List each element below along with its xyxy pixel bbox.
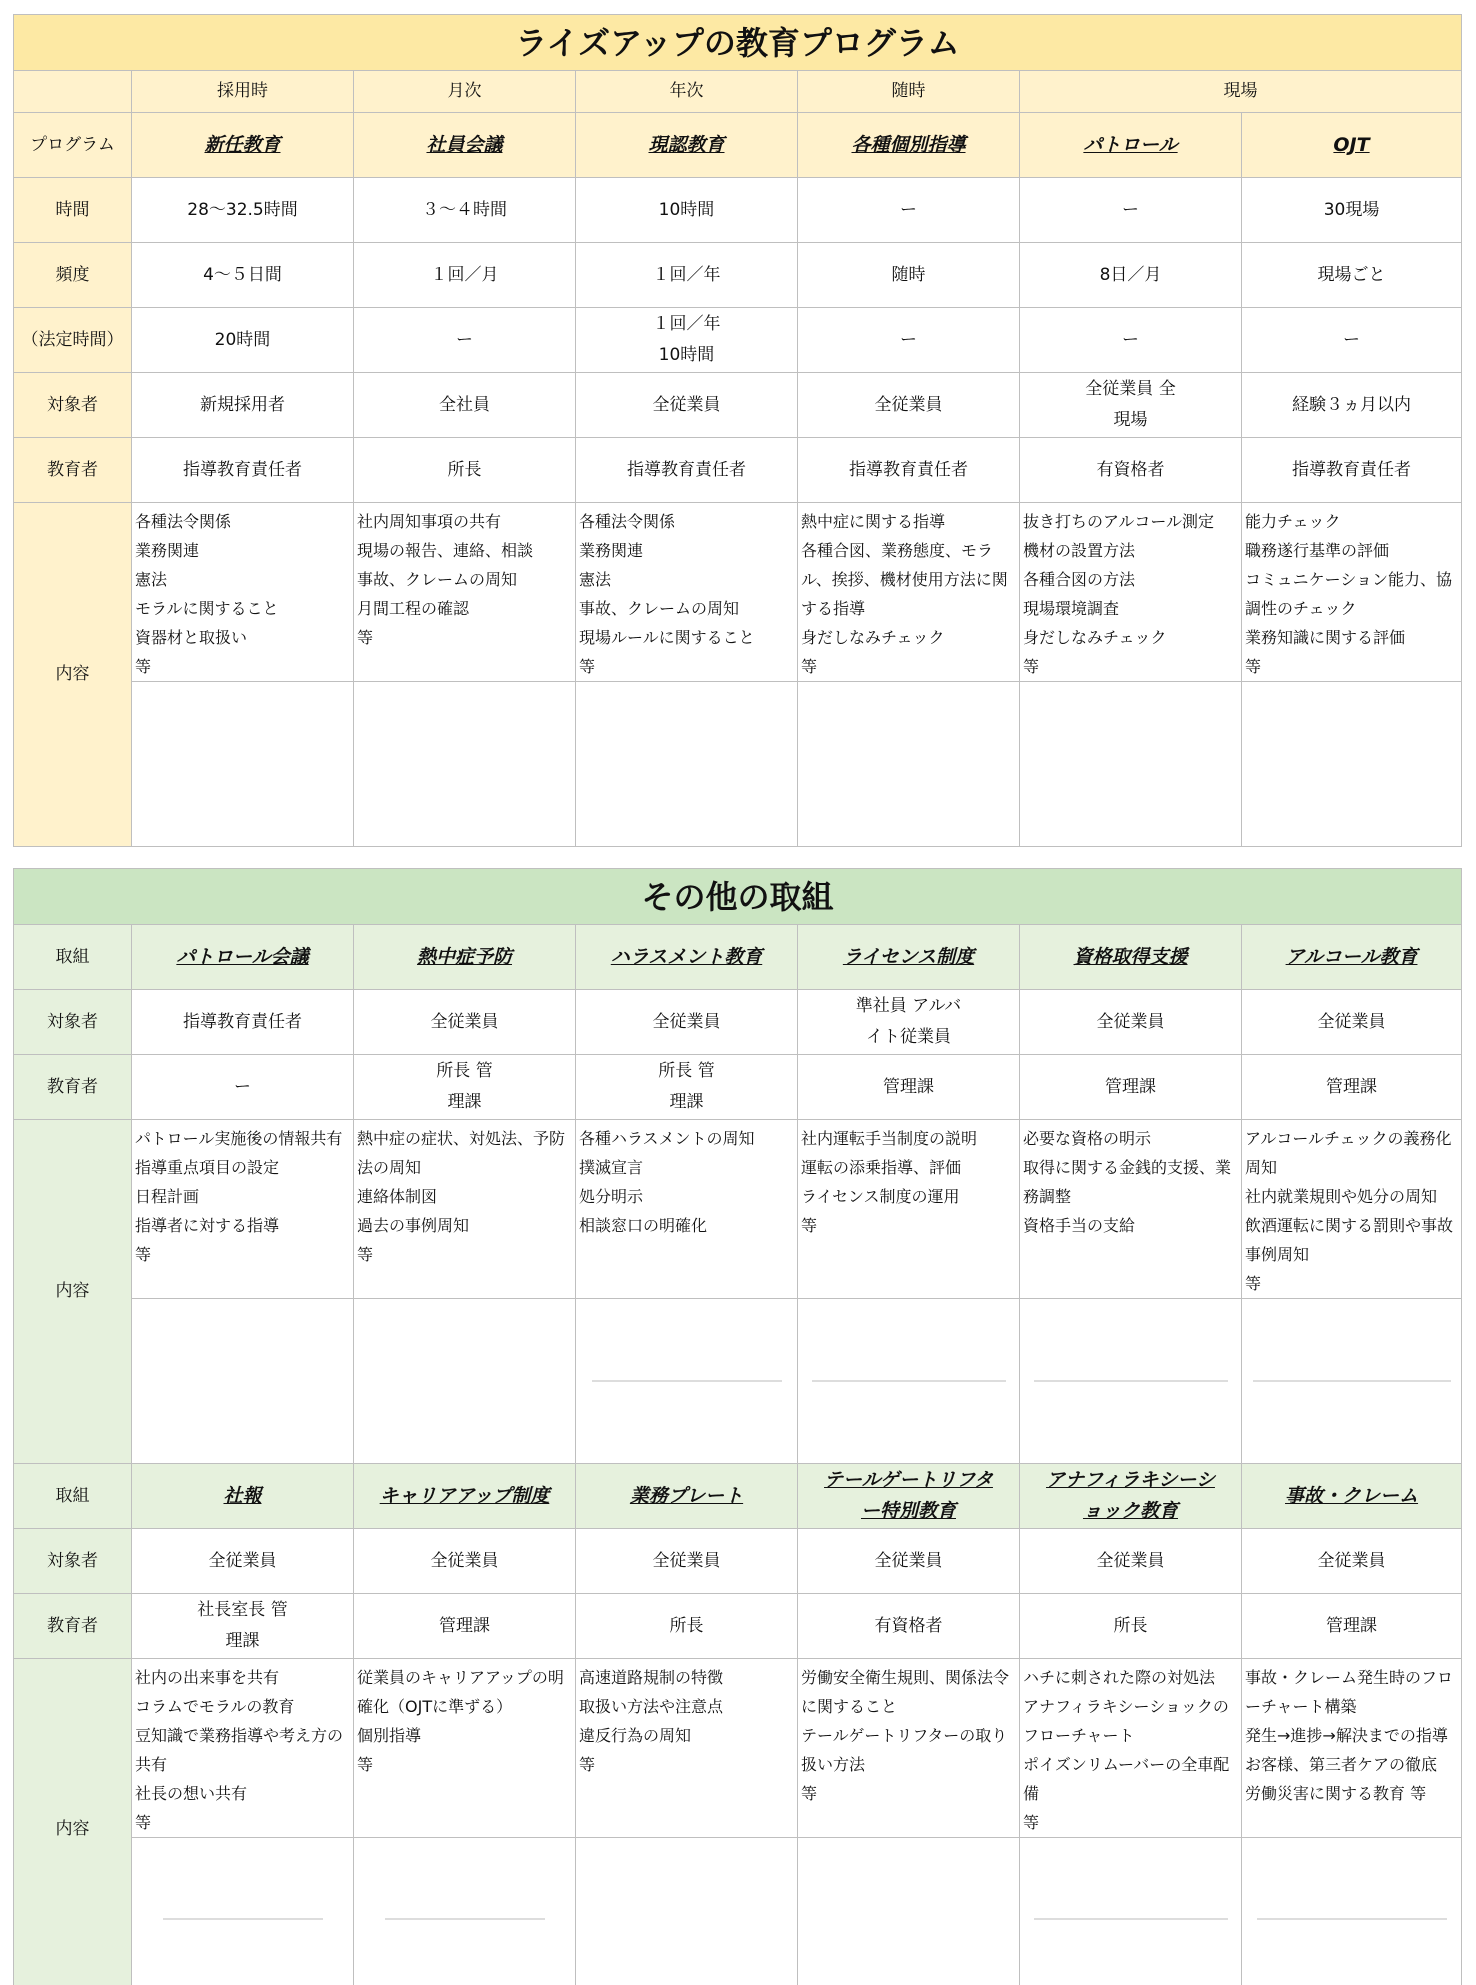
content-line: 現場環境調査 (1023, 599, 1120, 618)
time-cell: ー (798, 178, 1020, 243)
educator-row (14, 438, 1462, 503)
content-line: 業務関連 (579, 541, 644, 560)
content-line: 違反行為の周知 (579, 1726, 692, 1745)
educator-cell: ー (132, 1055, 354, 1120)
newsletter-image (163, 1918, 323, 1920)
content-line: 社長の想い共有 (135, 1784, 248, 1803)
educator-cell: 所長 (354, 438, 576, 503)
content-line: 熱中症の症状、対処法、予防法の周知 (357, 1129, 566, 1177)
freq-cell: 随時 (798, 243, 1020, 308)
initiative-name[interactable]: キャリアアップ制度 (354, 1464, 576, 1529)
content-line: ハチに刺された際の対処法 (1023, 1668, 1216, 1687)
content-line: 豆知識で業務指導や考え方の共有 (135, 1726, 344, 1774)
content-line: 等 (801, 1784, 818, 1803)
content-line: 現場ルールに関すること (579, 628, 755, 647)
content-cell (354, 1120, 576, 1299)
educator-cell: 管理課 (1242, 1594, 1462, 1659)
content-line: 憲法 (135, 570, 168, 589)
qualification-flyer (1034, 1380, 1228, 1382)
content-line: テールゲートリフターの取り扱い方法 (801, 1726, 1008, 1774)
target-cell: 全従業員 全現場 (1020, 373, 1242, 438)
content-line: 指導者に対する指導 (135, 1216, 280, 1235)
educator-cell: 所長 (576, 1594, 798, 1659)
program-name[interactable]: 新任教育 (132, 113, 354, 178)
content-line: 事故、クレームの周知 (579, 599, 740, 618)
time-cell: 10時間 (576, 178, 798, 243)
content-line: 等 (801, 1216, 818, 1235)
content-line: 抜き打ちのアルコール測定 (1023, 512, 1215, 531)
initiative-name[interactable]: アナフィラキシーショック教育 (1020, 1464, 1242, 1529)
educator-cell: 社長室長 管理課 (132, 1594, 354, 1659)
row-label-educator: 教育者 (14, 1594, 132, 1659)
anaphylaxis-flowchart (1034, 1918, 1228, 1920)
image-row (14, 1838, 1462, 1985)
harassment-flyer (592, 1380, 782, 1382)
alcohol-slide (1253, 1380, 1451, 1382)
content-line: 等 (135, 1813, 152, 1832)
row-label-freq: 頻度 (14, 243, 132, 308)
row-label-educator: 教育者 (14, 1055, 132, 1120)
educator-cell: 所長 (1020, 1594, 1242, 1659)
educator-cell: 指導教育責任者 (132, 438, 354, 503)
timing-hiring: 採用時 (132, 71, 354, 113)
initiative-name[interactable]: 業務プレート (576, 1464, 798, 1529)
program-name[interactable]: 現認教育 (576, 113, 798, 178)
content-line: お客様、第三者ケアの徹底 (1245, 1755, 1438, 1774)
content-cell (798, 503, 1020, 682)
content-line: 高速道路規制の特徴 (579, 1668, 724, 1687)
program-name[interactable]: 各種個別指導 (798, 113, 1020, 178)
content-cell (798, 1120, 1020, 1299)
target-cell: 全従業員 (576, 990, 798, 1055)
target-cell: 全従業員 (1242, 1529, 1462, 1594)
program-name[interactable]: OJT (1242, 113, 1462, 178)
content-line: 資器材と取扱い (135, 628, 248, 647)
educator-cell: 管理課 (354, 1594, 576, 1659)
content-cell (132, 1659, 354, 1838)
educator-cell: 管理課 (798, 1055, 1020, 1120)
content-line: 資格手当の支給 (1023, 1216, 1136, 1235)
content-line: 機材の設置方法 (1023, 541, 1136, 560)
target-cell: 全従業員 (1242, 990, 1462, 1055)
content-line: 等 (1245, 657, 1262, 676)
target-cell: 全従業員 (798, 373, 1020, 438)
content-line: 等 (357, 628, 374, 647)
target-cell: 経験３ヵ月以内 (1242, 373, 1462, 438)
row-label-item: 取組 (14, 925, 132, 990)
education-program-table (13, 14, 1462, 847)
initiative-name[interactable]: 熱中症予防 (354, 925, 576, 990)
legal-cell: 20時間 (132, 308, 354, 373)
time-cell: ３〜４時間 (354, 178, 576, 243)
content-line: 取得に関する金銭的支援、業務調整 (1023, 1158, 1232, 1206)
content-line: 必要な資格の明示 (1023, 1129, 1152, 1148)
content-line: モラルに関すること (135, 599, 279, 618)
content-line: 等 (1245, 1274, 1262, 1293)
educator-row (14, 1055, 1462, 1120)
content-line: 各種合図の方法 (1023, 570, 1136, 589)
legal-row (14, 308, 1462, 373)
career-doc-image (385, 1918, 545, 1920)
content-line: 等 (579, 657, 596, 676)
content-line: 社内就業規則や処分の周知 (1245, 1187, 1438, 1206)
educator-cell: 指導教育責任者 (1242, 438, 1462, 503)
content-row (14, 1659, 1462, 1838)
content-line: 取扱い方法や注意点 (579, 1697, 724, 1716)
corner-cell (14, 71, 132, 113)
target-cell: 全従業員 (576, 1529, 798, 1594)
timing-anytime: 随時 (798, 71, 1020, 113)
content-line: 日程計画 (135, 1187, 200, 1206)
legal-cell: ー (798, 308, 1020, 373)
freq-cell: 現場ごと (1242, 243, 1462, 308)
content-line: 等 (135, 1245, 152, 1264)
content-line: 各種合図、業務態度、モラル、挨拶、機材使用方法に関する指導 (801, 541, 1008, 618)
content-line: 等 (1023, 657, 1040, 676)
section2-title: その他の取組 (14, 869, 1462, 925)
content-line: 撲滅宣言 (579, 1158, 644, 1177)
time-cell: 28〜32.5時間 (132, 178, 354, 243)
target-cell: 全従業員 (798, 1529, 1020, 1594)
educator-cell: 所長 管理課 (354, 1055, 576, 1120)
content-cell (576, 503, 798, 682)
accident-flowchart (1257, 1918, 1447, 1920)
content-line: 飲酒運転に関する罰則や事故事例周知 (1245, 1216, 1454, 1264)
content-line: ライセンス制度の運用 (801, 1187, 960, 1206)
content-line: 各種ハラスメントの周知 (579, 1129, 755, 1148)
content-line: 社内周知事項の共有 (357, 512, 502, 531)
image-row (14, 1299, 1462, 1464)
program-name[interactable]: 社員会議 (354, 113, 576, 178)
freq-cell: １回／月 (354, 243, 576, 308)
content-line: 発生→進捗→解決までの指導 (1245, 1726, 1448, 1745)
target-row (14, 990, 1462, 1055)
content-line: 処分明示 (579, 1187, 644, 1206)
content-line: 個別指導 (357, 1726, 422, 1745)
row-label-target: 対象者 (14, 1529, 132, 1594)
educator-cell: 指導教育責任者 (798, 438, 1020, 503)
content-line: 能力チェック (1245, 512, 1341, 531)
content-line: 事故・クレーム発生時のフローチャート構築 (1245, 1668, 1454, 1716)
content-line: 業務知識に関する評価 (1245, 628, 1406, 647)
target-cell: 指導教育責任者 (132, 990, 354, 1055)
content-cell (1242, 1120, 1462, 1299)
target-cell: 全従業員 (132, 1529, 354, 1594)
content-cell (1242, 1659, 1462, 1838)
time-cell: ー (1020, 178, 1242, 243)
educator-cell: 管理課 (1242, 1055, 1462, 1120)
content-line: 身だしなみチェック (801, 628, 945, 647)
target-cell: 全従業員 (354, 1529, 576, 1594)
initiative-name[interactable]: アルコール教育 (1242, 925, 1462, 990)
timing-yearly: 年次 (576, 71, 798, 113)
content-line: 事故、クレームの周知 (357, 570, 518, 589)
timing-site: 現場 (1020, 71, 1462, 113)
row-label-program: プログラム (14, 113, 132, 178)
content-line: 職務遂行基準の評価 (1245, 541, 1390, 560)
freq-cell: 4〜５日間 (132, 243, 354, 308)
content-cell (1020, 503, 1242, 682)
freq-cell: １回／年 (576, 243, 798, 308)
time-row (14, 178, 1462, 243)
target-row (14, 373, 1462, 438)
target-cell: 全従業員 (354, 990, 576, 1055)
content-line: アナフィラキシーショックのフローチャート (1023, 1697, 1229, 1745)
content-cell (132, 503, 354, 682)
content-cell (1020, 1659, 1242, 1838)
content-line: 等 (579, 1755, 596, 1774)
target-cell: 新規採用者 (132, 373, 354, 438)
other-initiatives-table (13, 868, 1462, 1985)
content-line: 社内運転手当制度の説明 (801, 1129, 978, 1148)
content-cell (798, 1659, 1020, 1838)
content-line: 業務関連 (135, 541, 200, 560)
row-label-target: 対象者 (14, 990, 132, 1055)
initiative-name[interactable]: テールゲートリフター特別教育 (798, 1464, 1020, 1529)
item-row (14, 1464, 1462, 1529)
row-label-content: 内容 (14, 1659, 132, 1985)
content-line: 各種法令関係 (579, 512, 676, 531)
content-row (14, 1120, 1462, 1299)
initiative-name[interactable]: 資格取得支援 (1020, 925, 1242, 990)
content-line: 等 (801, 657, 818, 676)
content-line: 労働安全衛生規則、関係法令に関すること (801, 1668, 1010, 1716)
content-cell (1020, 1120, 1242, 1299)
timing-monthly: 月次 (354, 71, 576, 113)
content-line: 等 (135, 657, 152, 676)
content-line: ポイズンリムーバーの全車配備 (1023, 1755, 1230, 1803)
content-line: 従業員のキャリアアップの明確化（OJTに準ずる） (357, 1668, 564, 1716)
content-cell (576, 1120, 798, 1299)
target-cell: 全従業員 (576, 373, 798, 438)
initiative-name[interactable]: ライセンス制度 (798, 925, 1020, 990)
content-line: 月間工程の確認 (357, 599, 470, 618)
content-line: 憲法 (579, 570, 612, 589)
content-line: パトロール実施後の情報共有 (135, 1129, 343, 1148)
item-row (14, 925, 1462, 990)
freq-cell: 8日／月 (1020, 243, 1242, 308)
license-flyer (812, 1380, 1006, 1382)
content-cell (354, 503, 576, 682)
content-cell (576, 1659, 798, 1838)
row-label-content: 内容 (14, 503, 132, 847)
content-line: 各種法令関係 (135, 512, 232, 531)
program-row (14, 113, 1462, 178)
time-cell: 30現場 (1242, 178, 1462, 243)
legal-cell: ー (1020, 308, 1242, 373)
educator-cell: 所長 管理課 (576, 1055, 798, 1120)
target-row (14, 1529, 1462, 1594)
content-line: 連絡体制図 (357, 1187, 438, 1206)
content-line: 等 (1023, 1813, 1040, 1832)
content-cell (1242, 503, 1462, 682)
content-line: コラムでモラルの教育 (135, 1697, 295, 1716)
educator-row (14, 1594, 1462, 1659)
target-cell: 全従業員 (1020, 990, 1242, 1055)
content-line: コミュニケーション能力、協調性のチェック (1245, 570, 1453, 618)
content-cell (354, 1659, 576, 1838)
target-cell: 準社員 アルバイト従業員 (798, 990, 1020, 1055)
content-line: 指導重点項目の設定 (135, 1158, 280, 1177)
legal-cell: ー (1242, 308, 1462, 373)
content-cell (132, 1120, 354, 1299)
content-line: 等 (357, 1245, 374, 1264)
section1-title: ライズアップの教育プログラム (14, 15, 1462, 71)
content-line: 社内の出来事を共有 (135, 1668, 280, 1687)
row-label-legal: （法定時間） (14, 308, 132, 373)
photo-row (14, 682, 1462, 847)
row-label-educator: 教育者 (14, 438, 132, 503)
content-line: 労働災害に関する教育 等 (1245, 1784, 1427, 1803)
content-line: 過去の事例周知 (357, 1216, 470, 1235)
content-line: 等 (357, 1755, 374, 1774)
initiative-name[interactable]: 社報 (132, 1464, 354, 1529)
educator-cell: 有資格者 (798, 1594, 1020, 1659)
content-line: 運転の添乗指導、評価 (801, 1158, 962, 1177)
row-label-time: 時間 (14, 178, 132, 243)
content-line: 相談窓口の明確化 (579, 1216, 708, 1235)
row-label-target: 対象者 (14, 373, 132, 438)
initiative-name[interactable]: ハラスメント教育 (576, 925, 798, 990)
content-line: 身だしなみチェック (1023, 628, 1167, 647)
initiative-name[interactable]: パトロール会議 (132, 925, 354, 990)
program-name[interactable]: パトロール (1020, 113, 1242, 178)
legal-cell: ー (354, 308, 576, 373)
educator-cell: 有資格者 (1020, 438, 1242, 503)
freq-row (14, 243, 1462, 308)
target-cell: 全社員 (354, 373, 576, 438)
educator-cell: 指導教育責任者 (576, 438, 798, 503)
row-label-item: 取組 (14, 1464, 132, 1529)
content-row (14, 503, 1462, 682)
row-label-content: 内容 (14, 1120, 132, 1464)
content-line: 現場の報告、連絡、相談 (357, 541, 534, 560)
target-cell: 全従業員 (1020, 1529, 1242, 1594)
content-line: 熱中症に関する指導 (801, 512, 946, 531)
educator-cell: 管理課 (1020, 1055, 1242, 1120)
initiative-name[interactable]: 事故・クレーム (1242, 1464, 1462, 1529)
content-line: アルコールチェックの義務化周知 (1245, 1129, 1452, 1177)
legal-cell: １回／年 10時間 (576, 308, 798, 373)
